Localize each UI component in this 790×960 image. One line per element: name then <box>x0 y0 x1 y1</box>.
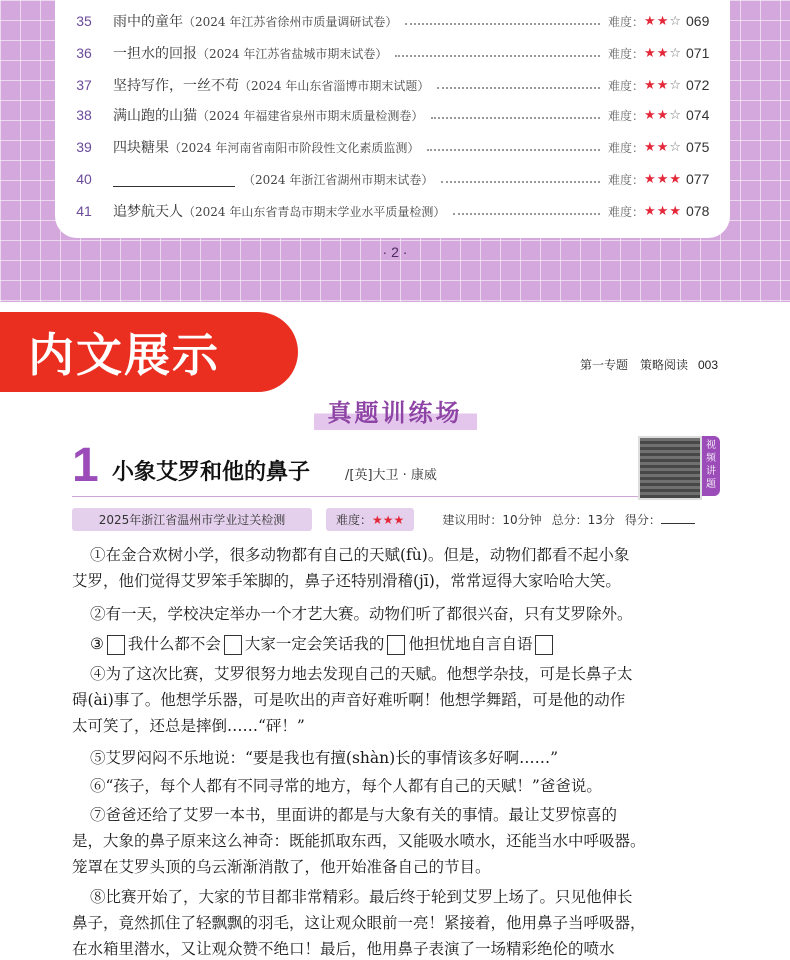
toc-source: （2024 年浙江省湖州市期末试卷） <box>243 172 434 187</box>
star-empty-icon: ☆ <box>669 45 682 61</box>
text-line: 在水箱里潜水，又让观众赞不绝口！最后，他用鼻子表演了一场精彩绝伦的喷水 <box>72 940 615 958</box>
toc-row[interactable] <box>55 100 730 130</box>
text-line: 是，大象的鼻子原来这么神奇：既能抓取东西，又能吸水喷水，还能当水中呼吸器。 <box>72 832 646 850</box>
star-filled-icon: ★ <box>644 107 657 123</box>
info-source: 2025年浙江省温州市学业过关检测 <box>72 508 312 531</box>
toc-difficulty-label: 难度： <box>608 140 645 155</box>
p3-clause-3: 他担忧地自言自语 <box>408 635 533 653</box>
section-title <box>0 393 790 430</box>
paragraph-8 <box>72 884 722 960</box>
toc-number: 37 <box>76 77 92 93</box>
qr-code-icon[interactable] <box>638 436 702 500</box>
toc-title-blank[interactable] <box>113 171 235 187</box>
toc-page-number: 077 <box>686 171 710 187</box>
score-blank[interactable] <box>661 512 695 524</box>
toc-difficulty-label: 难度： <box>608 204 645 219</box>
toc-card <box>55 0 730 238</box>
star-filled-icon: ★ <box>644 77 657 93</box>
toc-leader-dots <box>441 175 600 183</box>
toc-difficulty-label: 难度： <box>608 78 645 93</box>
text-line: ⑧比赛开始了，大家的节目都非常精彩。最后终于轮到艾罗上场了。只见他伸长 <box>90 888 633 906</box>
star-filled-icon: ★ <box>656 77 670 93</box>
toc-page-number: 072 <box>686 77 710 93</box>
toc-row[interactable] <box>55 38 730 68</box>
toc-title: 四块糖果 <box>113 140 169 156</box>
page-marker: · 2 · <box>382 244 408 260</box>
info-score-label: 得分： <box>624 512 661 527</box>
info-stars <box>372 513 404 527</box>
toc-number: 41 <box>76 203 92 219</box>
star-empty-icon: ☆ <box>669 77 682 93</box>
p3-clause-1: 我什么都不会 <box>127 635 221 653</box>
star-filled-icon: ★ <box>372 512 383 527</box>
toc-page-number: 069 <box>686 13 710 29</box>
star-filled-icon: ★ <box>656 203 670 219</box>
punctuation-blank[interactable] <box>107 635 125 655</box>
star-filled-icon: ★ <box>644 13 657 29</box>
star-filled-icon: ★ <box>644 139 657 155</box>
text-line: 艾罗，他们觉得艾罗笨手笨脚的，鼻子还特别滑稽(jī)，常常逗得大家哈哈大笑。 <box>72 572 621 590</box>
paragraph-7 <box>72 802 722 880</box>
star-filled-icon: ★ <box>656 13 670 29</box>
toc-row[interactable] <box>55 164 730 194</box>
star-filled-icon: ★ <box>669 171 682 187</box>
toc-number: 35 <box>76 13 92 29</box>
p3-clause-2: 大家一定会笑话我的 <box>244 635 385 653</box>
toc-leader-dots <box>395 49 600 57</box>
toc-row[interactable] <box>55 132 730 162</box>
star-filled-icon: ★ <box>656 107 670 123</box>
toc-source: （2024 年山东省青岛市期末学业水平质量检测） <box>183 204 446 219</box>
toc-difficulty-label: 难度： <box>608 108 645 123</box>
toc-leader-dots <box>437 81 600 89</box>
text-line: ⑤艾罗闷闷不乐地说：“要是我也有擅(shàn)长的事情该多好啊……” <box>90 749 559 767</box>
star-empty-icon: ☆ <box>669 139 682 155</box>
paragraph-3 <box>90 631 722 657</box>
paragraph-6 <box>90 773 722 799</box>
toc-row[interactable] <box>55 196 730 226</box>
running-head-section: 第一专题 策略阅读 <box>579 358 688 372</box>
toc-number: 40 <box>76 171 92 187</box>
toc-row[interactable] <box>55 70 730 100</box>
info-bar <box>72 508 720 530</box>
toc-leader-dots <box>405 17 600 25</box>
p3-marker: ③ <box>90 635 104 653</box>
toc-page-number: 078 <box>686 203 710 219</box>
paragraph-5 <box>90 745 722 771</box>
toc-page-number: 075 <box>686 139 710 155</box>
toc-difficulty-stars <box>644 46 682 61</box>
star-empty-icon: ☆ <box>669 13 682 29</box>
paragraph-1 <box>72 542 722 594</box>
star-filled-icon: ★ <box>644 203 657 219</box>
toc-leader-dots <box>431 111 600 119</box>
content-preview-banner: 内文展示 <box>0 312 298 392</box>
star-filled-icon: ★ <box>656 171 670 187</box>
star-filled-icon: ★ <box>393 512 405 527</box>
star-empty-icon: ☆ <box>669 107 682 123</box>
punctuation-blank[interactable] <box>387 635 405 655</box>
toc-title: 一担水的回报 <box>113 46 197 62</box>
toc-difficulty-stars <box>644 140 682 155</box>
toc-page-number: 071 <box>686 45 710 61</box>
toc-title: 雨中的童年 <box>113 14 183 30</box>
star-filled-icon: ★ <box>644 45 657 61</box>
toc-leader-dots <box>427 143 600 151</box>
toc-source: （2024 年山东省淄博市期末试题） <box>239 78 430 93</box>
toc-difficulty-stars <box>644 172 682 187</box>
info-total: 总分：13分 <box>551 512 615 527</box>
lesson-divider <box>72 496 638 497</box>
toc-difficulty-label: 难度： <box>608 46 645 61</box>
info-time: 建议用时：10分钟 <box>442 512 542 527</box>
star-filled-icon: ★ <box>644 171 657 187</box>
text-line: ①在金合欢树小学，很多动物都有自己的天赋(fù)。但是，动物们都看不起小象 <box>90 546 630 564</box>
toc-difficulty-stars <box>644 14 682 29</box>
toc-difficulty-stars <box>644 204 682 219</box>
star-filled-icon: ★ <box>669 203 682 219</box>
toc-title: 坚持写作，一丝不苟 <box>113 78 239 94</box>
toc-number: 36 <box>76 45 92 61</box>
toc-title: 满山跑的山猫 <box>113 108 197 124</box>
text-line: 鼻子，竟然抓住了轻飘飘的羽毛，这让观众眼前一亮！紧接着，他用鼻子当呼吸器， <box>72 914 646 932</box>
toc-difficulty-label: 难度： <box>608 14 645 29</box>
video-tag: 视频讲题 <box>702 436 720 496</box>
punctuation-blank[interactable] <box>224 635 242 655</box>
lesson-title: 小象艾罗和他的鼻子 <box>112 460 311 485</box>
toc-source: （2024 年江苏省徐州市质量调研试卷） <box>183 14 398 29</box>
toc-source: （2024 年福建省泉州市期末质量检测卷） <box>197 108 424 123</box>
toc-source: （2024 年河南省南阳市阶段性文化素质监测） <box>169 140 420 155</box>
toc-difficulty-label: 难度： <box>608 172 645 187</box>
text-line: ⑥“孩子，每个人都有不同寻常的地方，每个人都有自己的天赋！”爸爸说。 <box>90 777 602 795</box>
info-difficulty <box>326 508 414 531</box>
text-line: ②有一天，学校决定举办一个才艺大赛。动物们听了都很兴奋，只有艾罗除外。 <box>90 605 633 623</box>
star-filled-icon: ★ <box>656 139 670 155</box>
info-difficulty-label: 难度： <box>336 512 373 527</box>
lesson-author: /[英]大卫 · 康威 <box>345 468 437 483</box>
text-line: 笼罩在艾罗头顶的乌云渐渐消散了，他开始准备自己的节目。 <box>72 858 491 876</box>
toc-difficulty-stars <box>644 108 682 123</box>
info-score <box>625 511 695 528</box>
toc-page-number: 074 <box>686 107 710 123</box>
text-line: ④为了这次比赛，艾罗很努力地去发现自己的天赋。他想学杂技，可是长鼻子太 <box>90 665 633 683</box>
text-line: ⑦爸爸还给了艾罗一本书，里面讲的都是与大象有关的事情。最让艾罗惊喜的 <box>90 806 618 824</box>
toc-difficulty-stars <box>644 78 682 93</box>
text-line <box>90 631 722 657</box>
toc-number: 38 <box>76 107 92 123</box>
toc-source: （2024 年江苏省盐城市期末试卷） <box>197 46 388 61</box>
text-line: 太可笑了，还总是摔倒……“砰！” <box>72 717 305 735</box>
toc-leader-dots <box>453 207 600 215</box>
paragraph-2 <box>90 601 722 627</box>
toc-number: 39 <box>76 139 92 155</box>
lesson-number: 1 <box>72 439 99 492</box>
section-title-text: 真题训练场 <box>314 393 477 430</box>
toc-title: 追梦航天人 <box>113 204 183 220</box>
star-filled-icon: ★ <box>382 512 394 527</box>
paragraph-4 <box>72 661 722 739</box>
toc-row[interactable] <box>55 6 730 36</box>
running-head-page: 003 <box>697 358 718 372</box>
star-filled-icon: ★ <box>656 45 670 61</box>
text-line: 碍(ài)事了。他想学乐器，可是吹出的声音好难听啊！他想学舞蹈，可是他的动作 <box>72 691 626 709</box>
running-head <box>580 356 718 373</box>
punctuation-blank[interactable] <box>535 635 553 655</box>
